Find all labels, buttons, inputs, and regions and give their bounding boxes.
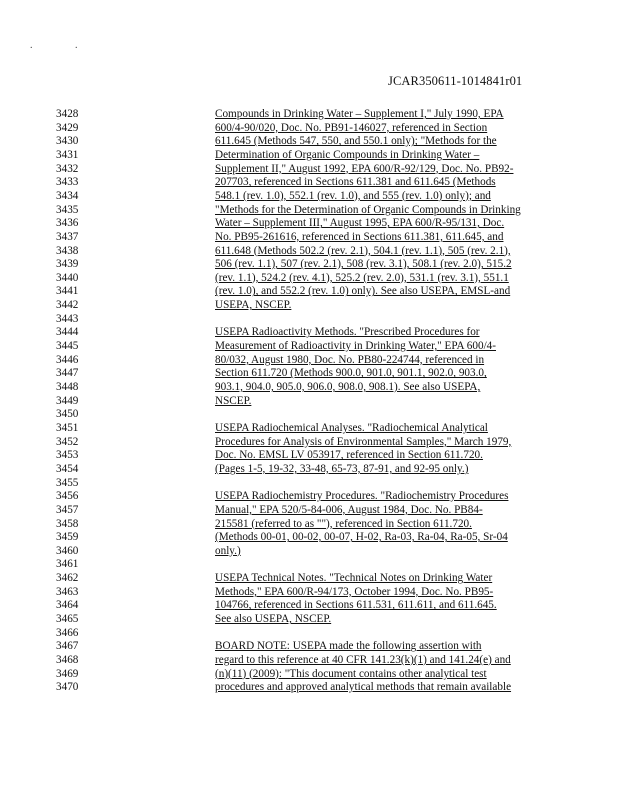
line-number: 3470 — [56, 681, 79, 694]
line-number: 3468 — [56, 654, 79, 666]
document-line — [0, 626, 618, 640]
line-number: 3467 — [56, 640, 79, 653]
line-number: 3447 — [56, 367, 79, 380]
line-text: 506 (rev. 1.1), 507 (rev. 2.1), 508 (rev. 3.1), 508.1 (rev. 2.0), 515.2 — [215, 258, 512, 271]
document-line — [0, 148, 618, 162]
line-text: 80/032, August 1980, Doc. No. PB80-224744, referenced in — [215, 353, 485, 366]
line-text: BOARD NOTE: USEPA made the following assertion with — [215, 640, 482, 653]
line-number: 3453 — [56, 449, 79, 462]
line-number: 3441 — [56, 285, 79, 298]
line-text: USEPA Radioactivity Methods. "Prescribed Procedures for — [215, 326, 480, 339]
line-number: 3435 — [56, 203, 79, 216]
line-text: 611.648 (Methods 502.2 (rev. 2.1), 504.1 (rev. 1.1), 505 (rev. 2.1), — [215, 244, 511, 257]
line-number: 3463 — [56, 585, 79, 598]
document-line — [0, 353, 618, 367]
line-number: 3445 — [56, 340, 79, 353]
line-number: 3449 — [56, 394, 79, 407]
document-line — [0, 489, 618, 503]
document-line — [0, 598, 618, 612]
document-line — [0, 380, 618, 394]
document-line — [0, 298, 618, 312]
document-line — [0, 175, 618, 189]
document-line — [0, 421, 618, 435]
document-line — [0, 639, 618, 653]
document-identifier: JCAR350611-1014841r01 — [388, 74, 523, 88]
line-number: 3451 — [56, 421, 79, 434]
line-number: 3465 — [56, 613, 79, 626]
line-number: 3462 — [56, 572, 79, 585]
line-text: See also USEPA, NSCEP. — [215, 613, 332, 626]
document-line — [0, 448, 618, 462]
line-text: USEPA Technical Notes. "Technical Notes on Drinking Water — [215, 572, 493, 585]
line-number: 3429 — [56, 121, 79, 134]
line-text: Compounds in Drinking Water – Supplement I," July 1990, EPA — [215, 108, 504, 120]
line-text: Supplement II," August 1992, EPA 600/R-92/129, Doc. No. PB92- — [215, 162, 514, 175]
line-text: Procedures for Analysis of Environmental Samples," March 1979, — [215, 435, 512, 448]
line-text: regard to this reference at 40 CFR 141.23(k)(1) and 141.24(e) and — [215, 654, 511, 666]
line-text: Doc. No. EMSL LV 053917, referenced in Section 611.720. — [215, 449, 483, 462]
document-line — [0, 325, 618, 339]
line-text: 215581 (referred to as ""), referenced in Section 611.720. — [215, 517, 472, 530]
line-text: Determination of Organic Compounds in Drinking Water – — [215, 148, 480, 161]
document-line — [0, 571, 618, 585]
document-line — [0, 517, 618, 531]
document-line — [0, 107, 618, 121]
line-text: Section 611.720 (Methods 900.0, 901.0, 901.1, 902.0, 903.0, — [215, 367, 487, 380]
line-number: 3466 — [56, 626, 79, 639]
line-number: 3432 — [56, 162, 79, 175]
line-number: 3433 — [56, 176, 79, 189]
document-line — [0, 203, 618, 217]
line-number: 3461 — [56, 558, 79, 571]
document-line — [0, 557, 618, 571]
line-text: Measurement of Radioactivity in Drinking Water," EPA 600/4- — [215, 340, 496, 353]
line-number: 3436 — [56, 217, 79, 230]
document-line — [0, 339, 618, 353]
document-line — [0, 216, 618, 230]
line-text: Water – Supplement III," August 1995, EPA 600/R-95/131, Doc. — [215, 217, 505, 230]
line-text: 548.1 (rev. 1.0), 552.1 (rev. 1.0), and 555 (rev. 1.0) only); and — [215, 189, 491, 202]
document-line — [0, 284, 618, 298]
line-number: 3452 — [56, 435, 79, 448]
line-number: 3464 — [56, 599, 79, 612]
document-line — [0, 394, 618, 408]
line-number: 3455 — [56, 476, 79, 489]
line-text: (rev. 1.1), 524.2 (rev. 4.1), 525.2 (rev. 2.0), 531.1 (rev. 3.1), 551.1 — [215, 271, 509, 284]
line-number: 3428 — [56, 108, 79, 120]
line-text: (Pages 1-5, 19-32, 33-48, 65-73, 87-91, and 92-95 only.) — [215, 462, 469, 475]
document-line — [0, 653, 618, 667]
document-line — [0, 244, 618, 258]
line-number: 3458 — [56, 517, 79, 530]
line-number: 3443 — [56, 312, 79, 325]
line-number: 3446 — [56, 353, 79, 366]
line-number: 3450 — [56, 408, 79, 421]
document-line — [0, 134, 618, 148]
line-number: 3457 — [56, 503, 79, 516]
line-number: 3456 — [56, 490, 79, 503]
document-line — [0, 271, 618, 285]
document-line — [0, 503, 618, 517]
document-line — [0, 462, 618, 476]
document-line — [0, 312, 618, 326]
document-line — [0, 366, 618, 380]
line-number: 3444 — [56, 326, 79, 339]
line-text: (n)(11) (2009): "This document contains other analytical test — [215, 667, 487, 680]
line-number: 3448 — [56, 381, 79, 393]
document-line — [0, 230, 618, 244]
document-line — [0, 189, 618, 203]
line-text: 611.645 (Methods 547, 550, and 550.1 only); "Methods for the — [215, 135, 497, 148]
document-line — [0, 585, 618, 599]
line-number: 3469 — [56, 667, 79, 680]
document-line — [0, 680, 618, 694]
line-text: NSCEP. — [215, 394, 252, 407]
document-line — [0, 257, 618, 271]
line-text: USEPA Radiochemical Analyses. "Radiochemical Analytical — [215, 421, 488, 434]
line-text: Methods," EPA 600/R-94/173, October 1994, Doc. No. PB95- — [215, 585, 494, 598]
line-text: 903.1, 904.0, 905.0, 906.0, 908.0, 908.1). See also USEPA, — [215, 381, 481, 393]
line-text: USEPA Radiochemistry Procedures. "Radiochemistry Procedures — [215, 490, 509, 503]
line-number: 3439 — [56, 258, 79, 271]
line-text: USEPA, NSCEP. — [215, 299, 292, 312]
line-text: only.) — [215, 544, 241, 557]
line-text: (rev. 1.0), and 552.2 (rev. 1.0) only). See also USEPA, EMSL-and — [215, 285, 511, 298]
line-number: 3442 — [56, 299, 79, 312]
line-number: 3440 — [56, 271, 79, 284]
line-number: 3454 — [56, 462, 79, 475]
line-text: (Methods 00-01, 00-02, 00-07, H-02, Ra-03, Ra-04, Ra-05, Sr-04 — [215, 531, 508, 544]
scan-marks: . . — [30, 40, 98, 51]
line-number: 3460 — [56, 544, 79, 557]
line-text: 104766, referenced in Sections 611.531, 611.611, and 611.645. — [215, 599, 497, 612]
line-number: 3438 — [56, 244, 79, 257]
document-line — [0, 667, 618, 681]
line-text: 207703, referenced in Sections 611.381 and 611.645 (Methods — [215, 176, 496, 189]
line-number: 3437 — [56, 230, 79, 243]
line-text: 600/4-90/020, Doc. No. PB91-146027, referenced in Section — [215, 121, 488, 134]
document-line — [0, 121, 618, 135]
line-number: 3431 — [56, 148, 79, 161]
document-line — [0, 544, 618, 558]
line-number: 3434 — [56, 189, 79, 202]
document-line — [0, 162, 618, 176]
line-text: Manual," EPA 520/5-84-006, August 1984, Doc. No. PB84- — [215, 503, 483, 516]
line-number: 3459 — [56, 531, 79, 544]
line-text: "Methods for the Determination of Organic Compounds in Drinking — [215, 203, 521, 216]
document-line — [0, 435, 618, 449]
document-line — [0, 476, 618, 490]
line-number: 3430 — [56, 135, 79, 148]
document-line — [0, 530, 618, 544]
document-line — [0, 407, 618, 421]
document-line — [0, 612, 618, 626]
line-text: procedures and approved analytical methods that remain available — [215, 681, 512, 694]
line-text: No. PB95-261616, referenced in Sections 611.381, 611.645, and — [215, 230, 504, 243]
